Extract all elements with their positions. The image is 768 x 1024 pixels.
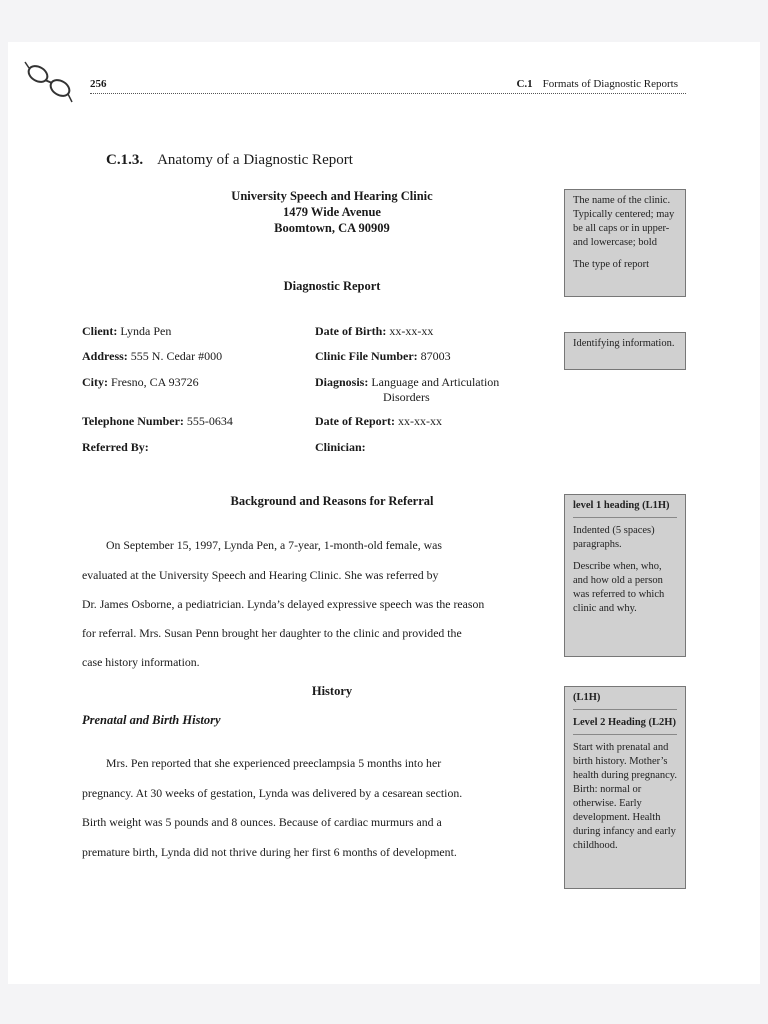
history-line: pregnancy. At 30 weeks of gestation, Lynda was delivered by a cesarean section.	[82, 786, 463, 800]
book-page	[8, 42, 760, 984]
date-of-report-field: Date of Report: xx-xx-xx	[315, 414, 442, 428]
clinic-name: University Speech and Hearing Clinic	[231, 189, 433, 203]
running-title: Formats of Diagnostic Reports	[542, 78, 678, 90]
section-name: Anatomy of a Diagnostic Report	[157, 152, 353, 168]
note-divider	[573, 734, 677, 735]
clinic-city: Boomtown, CA 90909	[274, 221, 390, 235]
margin-note-background	[564, 494, 686, 657]
clinician-field: Clinician:	[315, 440, 366, 454]
report-type-note: The type of report	[573, 259, 650, 270]
dob-field: Date of Birth: xx-xx-xx	[315, 324, 434, 338]
client-field: Client: Lynda Pen	[82, 324, 172, 338]
l2-heading-note: Level 2 Heading (L2H)	[573, 717, 676, 728]
running-header	[516, 78, 678, 90]
background-line: evaluated at the University Speech and Hearing Clinic. She was referred by	[82, 568, 439, 582]
prenatal-subheading: Prenatal and Birth History	[82, 713, 221, 727]
clinic-note: The name of the clinic. Typically centered; may be all caps or in upper- and lowercase; bold	[573, 195, 675, 248]
background-line: On September 15, 1997, Lynda Pen, a 7-year, 1-month-old female, was	[106, 538, 442, 552]
indented-note: Indented (5 spaces) paragraphs.	[573, 525, 655, 550]
background-line: Dr. James Osborne, a pediatrician. Lynda’s delayed expressive speech was the reason	[82, 597, 485, 611]
clinic-address: 1479 Wide Avenue	[283, 205, 381, 219]
running-section-number: C.1	[516, 78, 533, 90]
page-number: 256	[90, 78, 107, 90]
margin-note-history	[564, 686, 686, 889]
l1-heading-note: level 1 heading (L1H)	[573, 500, 670, 511]
margin-note-clinic	[564, 189, 686, 297]
file-number-field: Clinic File Number: 87003	[315, 349, 451, 363]
margin-note-identifying	[564, 332, 686, 370]
history-line: Mrs. Pen reported that she experienced preeclampsia 5 months into her	[106, 756, 442, 770]
header-divider	[90, 93, 686, 94]
diagnosis-field: Diagnosis: Language and Articulation Disorders	[315, 375, 500, 404]
history-line: Birth weight was 5 pounds and 8 ounces. Because of cardiac murmurs and a	[82, 815, 442, 829]
glasses-icon	[24, 60, 76, 104]
background-heading: Background and Reasons for Referral	[230, 494, 434, 508]
report-title: Diagnostic Report	[283, 279, 381, 293]
history-line: premature birth, Lynda did not thrive during her first 6 months of development.	[82, 845, 457, 859]
l1h-note: (L1H)	[573, 692, 601, 703]
describe-note: Describe when, who, and how old a person was referred to which clinic and why.	[573, 561, 665, 614]
note-divider	[573, 517, 677, 518]
history-heading: History	[311, 684, 353, 698]
background-line: for referral. Mrs. Susan Penn brought her daughter to the clinic and provided the	[82, 626, 462, 640]
background-line: case history information.	[82, 655, 200, 669]
referred-by-field: Referred By:	[82, 440, 149, 454]
identifying-note: Identifying information.	[573, 338, 675, 349]
history-note: Start with prenatal and birth history. Mother’s health during pregnancy. Birth: normal or otherwise. Early development. Health during infancy and early childhood.	[573, 742, 677, 851]
address-field: Address: 555 N. Cedar #000	[82, 349, 223, 363]
section-number: C.1.3.	[106, 152, 144, 168]
telephone-field: Telephone Number: 555-0634	[82, 414, 233, 428]
city-field: City: Fresno, CA 93726	[82, 375, 199, 389]
section-title	[106, 152, 353, 169]
clinic-block	[174, 188, 490, 236]
note-divider	[573, 709, 677, 710]
